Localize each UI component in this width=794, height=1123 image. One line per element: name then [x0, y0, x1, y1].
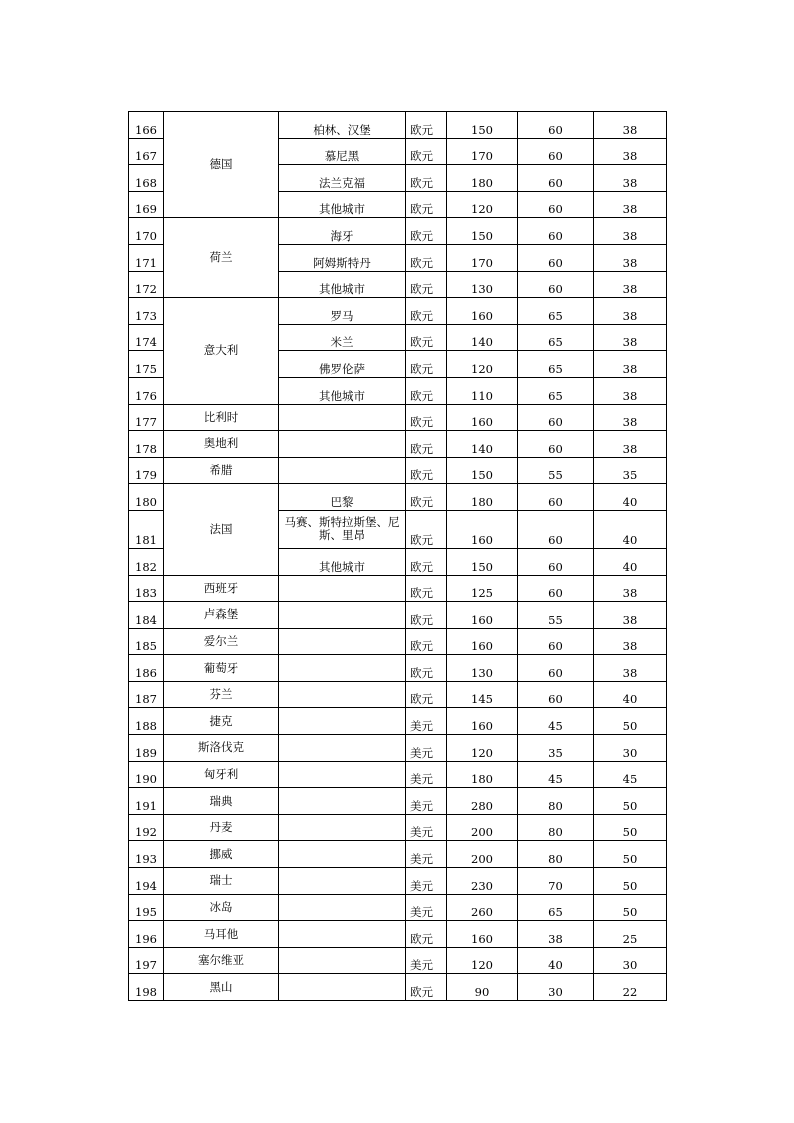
table-row [129, 628, 667, 655]
amount-cell: 38 [594, 655, 667, 682]
city-cell [279, 814, 406, 841]
table-row [129, 602, 667, 629]
amount-cell: 38 [594, 575, 667, 602]
table-row [129, 894, 667, 921]
city-cell [279, 708, 406, 735]
currency-cell: 欧元 [406, 484, 447, 511]
table-row [129, 841, 667, 868]
city-cell [279, 431, 406, 458]
currency-cell: 欧元 [406, 974, 447, 1001]
row-number: 171 [129, 244, 164, 271]
amount-cell: 38 [594, 298, 667, 325]
city-cell: 海牙 [279, 218, 406, 245]
amount-cell: 40 [594, 548, 667, 575]
amount-cell: 180 [447, 165, 518, 192]
amount-cell: 130 [447, 655, 518, 682]
country-cell: 斯洛伐克 [164, 735, 279, 762]
city-cell [279, 681, 406, 708]
city-cell [279, 628, 406, 655]
table-row [129, 112, 667, 139]
amount-cell: 125 [447, 575, 518, 602]
table-row [129, 974, 667, 1001]
currency-cell: 美元 [406, 841, 447, 868]
table-row [129, 735, 667, 762]
rate-table-body [129, 112, 667, 1001]
amount-cell: 38 [594, 165, 667, 192]
amount-cell: 160 [447, 628, 518, 655]
amount-cell: 200 [447, 841, 518, 868]
amount-cell: 110 [447, 377, 518, 404]
currency-cell: 欧元 [406, 218, 447, 245]
row-number: 185 [129, 628, 164, 655]
row-number: 186 [129, 655, 164, 682]
city-cell [279, 761, 406, 788]
city-cell: 法兰克福 [279, 165, 406, 192]
table-row [129, 921, 667, 948]
amount-cell: 45 [518, 708, 594, 735]
currency-cell: 欧元 [406, 457, 447, 484]
row-number: 189 [129, 735, 164, 762]
row-number: 168 [129, 165, 164, 192]
row-number: 198 [129, 974, 164, 1001]
amount-cell: 60 [518, 575, 594, 602]
amount-cell: 60 [518, 484, 594, 511]
amount-cell: 25 [594, 921, 667, 948]
currency-cell: 欧元 [406, 921, 447, 948]
amount-cell: 40 [518, 947, 594, 974]
amount-cell: 38 [594, 112, 667, 139]
city-cell [279, 735, 406, 762]
row-number: 166 [129, 112, 164, 139]
currency-cell: 欧元 [406, 324, 447, 351]
amount-cell: 35 [518, 735, 594, 762]
amount-cell: 38 [594, 138, 667, 165]
city-cell: 其他城市 [279, 377, 406, 404]
amount-cell: 30 [594, 735, 667, 762]
table-row [129, 431, 667, 458]
table-row [129, 484, 667, 511]
row-number: 184 [129, 602, 164, 629]
table-row [129, 947, 667, 974]
currency-cell: 美元 [406, 708, 447, 735]
amount-cell: 150 [447, 112, 518, 139]
amount-cell: 38 [594, 628, 667, 655]
table-row [129, 457, 667, 484]
amount-cell: 170 [447, 244, 518, 271]
amount-cell: 70 [518, 868, 594, 895]
amount-cell: 45 [594, 761, 667, 788]
table-row [129, 761, 667, 788]
country-cell: 西班牙 [164, 575, 279, 602]
country-cell: 冰岛 [164, 894, 279, 921]
amount-cell: 38 [594, 602, 667, 629]
country-cell: 卢森堡 [164, 602, 279, 629]
country-cell: 捷克 [164, 708, 279, 735]
row-number: 194 [129, 868, 164, 895]
city-cell: 阿姆斯特丹 [279, 244, 406, 271]
amount-cell: 60 [518, 655, 594, 682]
city-cell: 米兰 [279, 324, 406, 351]
city-cell [279, 841, 406, 868]
currency-cell: 欧元 [406, 681, 447, 708]
row-number: 183 [129, 575, 164, 602]
amount-cell: 38 [594, 191, 667, 218]
amount-cell: 160 [447, 921, 518, 948]
amount-cell: 130 [447, 271, 518, 298]
amount-cell: 38 [594, 244, 667, 271]
amount-cell: 150 [447, 548, 518, 575]
country-cell: 瑞士 [164, 868, 279, 895]
amount-cell: 160 [447, 708, 518, 735]
amount-cell: 60 [518, 510, 594, 548]
currency-cell: 欧元 [406, 510, 447, 548]
currency-cell: 欧元 [406, 271, 447, 298]
amount-cell: 80 [518, 814, 594, 841]
row-number: 196 [129, 921, 164, 948]
currency-cell: 美元 [406, 814, 447, 841]
amount-cell: 40 [594, 681, 667, 708]
currency-cell: 欧元 [406, 655, 447, 682]
row-number: 177 [129, 404, 164, 431]
amount-cell: 120 [447, 191, 518, 218]
amount-cell: 160 [447, 404, 518, 431]
row-number: 187 [129, 681, 164, 708]
amount-cell: 55 [518, 602, 594, 629]
currency-cell: 美元 [406, 761, 447, 788]
currency-cell: 美元 [406, 788, 447, 815]
row-number: 180 [129, 484, 164, 511]
amount-cell: 60 [518, 138, 594, 165]
amount-cell: 60 [518, 244, 594, 271]
amount-cell: 40 [594, 484, 667, 511]
amount-cell: 230 [447, 868, 518, 895]
country-cell: 爱尔兰 [164, 628, 279, 655]
currency-cell: 欧元 [406, 575, 447, 602]
amount-cell: 38 [594, 218, 667, 245]
row-number: 167 [129, 138, 164, 165]
currency-cell: 美元 [406, 735, 447, 762]
amount-cell: 120 [447, 351, 518, 378]
row-number: 188 [129, 708, 164, 735]
amount-cell: 60 [518, 191, 594, 218]
currency-cell: 欧元 [406, 112, 447, 139]
amount-cell: 38 [518, 921, 594, 948]
city-cell: 马赛、斯特拉斯堡、尼斯、里昂 [279, 510, 406, 548]
country-cell: 希腊 [164, 457, 279, 484]
amount-cell: 180 [447, 761, 518, 788]
row-number: 197 [129, 947, 164, 974]
row-number: 181 [129, 510, 164, 548]
row-number: 191 [129, 788, 164, 815]
amount-cell: 65 [518, 351, 594, 378]
row-number: 195 [129, 894, 164, 921]
table-row [129, 404, 667, 431]
amount-cell: 65 [518, 377, 594, 404]
table-row [129, 814, 667, 841]
city-cell: 慕尼黑 [279, 138, 406, 165]
amount-cell: 55 [518, 457, 594, 484]
amount-cell: 150 [447, 457, 518, 484]
amount-cell: 35 [594, 457, 667, 484]
city-cell [279, 655, 406, 682]
amount-cell: 170 [447, 138, 518, 165]
city-cell: 其他城市 [279, 191, 406, 218]
country-cell: 匈牙利 [164, 761, 279, 788]
country-cell: 丹麦 [164, 814, 279, 841]
row-number: 178 [129, 431, 164, 458]
amount-cell: 60 [518, 218, 594, 245]
amount-cell: 50 [594, 894, 667, 921]
currency-cell: 欧元 [406, 165, 447, 192]
city-cell: 佛罗伦萨 [279, 351, 406, 378]
amount-cell: 38 [594, 351, 667, 378]
rate-table [128, 111, 667, 1001]
amount-cell: 60 [518, 548, 594, 575]
amount-cell: 160 [447, 298, 518, 325]
city-cell [279, 457, 406, 484]
amount-cell: 160 [447, 510, 518, 548]
amount-cell: 60 [518, 165, 594, 192]
amount-cell: 60 [518, 431, 594, 458]
currency-cell: 欧元 [406, 548, 447, 575]
country-cell: 挪威 [164, 841, 279, 868]
currency-cell: 欧元 [406, 602, 447, 629]
amount-cell: 200 [447, 814, 518, 841]
city-cell: 罗马 [279, 298, 406, 325]
country-cell: 塞尔维亚 [164, 947, 279, 974]
country-cell: 芬兰 [164, 681, 279, 708]
table-row [129, 655, 667, 682]
amount-cell: 50 [594, 868, 667, 895]
amount-cell: 145 [447, 681, 518, 708]
currency-cell: 美元 [406, 894, 447, 921]
row-number: 179 [129, 457, 164, 484]
amount-cell: 120 [447, 735, 518, 762]
table-row [129, 575, 667, 602]
city-cell: 其他城市 [279, 271, 406, 298]
amount-cell: 160 [447, 602, 518, 629]
amount-cell: 140 [447, 431, 518, 458]
table-row [129, 788, 667, 815]
city-cell [279, 788, 406, 815]
country-cell: 黑山 [164, 974, 279, 1001]
amount-cell: 50 [594, 708, 667, 735]
row-number: 169 [129, 191, 164, 218]
table-row [129, 218, 667, 245]
city-cell [279, 974, 406, 1001]
amount-cell: 45 [518, 761, 594, 788]
amount-cell: 280 [447, 788, 518, 815]
country-cell: 法国 [164, 484, 279, 575]
currency-cell: 欧元 [406, 404, 447, 431]
city-cell [279, 575, 406, 602]
city-cell: 其他城市 [279, 548, 406, 575]
currency-cell: 美元 [406, 868, 447, 895]
amount-cell: 120 [447, 947, 518, 974]
currency-cell: 欧元 [406, 191, 447, 218]
amount-cell: 90 [447, 974, 518, 1001]
currency-cell: 欧元 [406, 431, 447, 458]
row-number: 175 [129, 351, 164, 378]
row-number: 170 [129, 218, 164, 245]
currency-cell: 美元 [406, 947, 447, 974]
currency-cell: 欧元 [406, 351, 447, 378]
country-cell: 瑞典 [164, 788, 279, 815]
row-number: 174 [129, 324, 164, 351]
currency-cell: 欧元 [406, 377, 447, 404]
table-row [129, 868, 667, 895]
country-cell: 葡萄牙 [164, 655, 279, 682]
row-number: 193 [129, 841, 164, 868]
amount-cell: 50 [594, 788, 667, 815]
amount-cell: 38 [594, 271, 667, 298]
row-number: 173 [129, 298, 164, 325]
amount-cell: 65 [518, 298, 594, 325]
amount-cell: 38 [594, 431, 667, 458]
amount-cell: 30 [518, 974, 594, 1001]
amount-cell: 80 [518, 841, 594, 868]
currency-cell: 欧元 [406, 138, 447, 165]
country-cell: 意大利 [164, 298, 279, 404]
row-number: 192 [129, 814, 164, 841]
amount-cell: 80 [518, 788, 594, 815]
row-number: 176 [129, 377, 164, 404]
amount-cell: 38 [594, 377, 667, 404]
country-cell: 德国 [164, 112, 279, 218]
city-cell [279, 868, 406, 895]
table-row [129, 708, 667, 735]
amount-cell: 30 [594, 947, 667, 974]
currency-cell: 欧元 [406, 628, 447, 655]
city-cell: 巴黎 [279, 484, 406, 511]
city-cell [279, 602, 406, 629]
amount-cell: 60 [518, 628, 594, 655]
country-cell: 荷兰 [164, 218, 279, 298]
city-cell [279, 894, 406, 921]
amount-cell: 40 [594, 510, 667, 548]
amount-cell: 140 [447, 324, 518, 351]
amount-cell: 50 [594, 814, 667, 841]
amount-cell: 65 [518, 894, 594, 921]
amount-cell: 60 [518, 681, 594, 708]
city-cell [279, 404, 406, 431]
amount-cell: 60 [518, 112, 594, 139]
country-cell: 比利时 [164, 404, 279, 431]
country-cell: 马耳他 [164, 921, 279, 948]
row-number: 182 [129, 548, 164, 575]
amount-cell: 60 [518, 271, 594, 298]
amount-cell: 38 [594, 324, 667, 351]
city-cell: 柏林、汉堡 [279, 112, 406, 139]
amount-cell: 65 [518, 324, 594, 351]
amount-cell: 22 [594, 974, 667, 1001]
amount-cell: 180 [447, 484, 518, 511]
amount-cell: 60 [518, 404, 594, 431]
country-cell: 奥地利 [164, 431, 279, 458]
row-number: 190 [129, 761, 164, 788]
amount-cell: 38 [594, 404, 667, 431]
currency-cell: 欧元 [406, 244, 447, 271]
currency-cell: 欧元 [406, 298, 447, 325]
city-cell [279, 947, 406, 974]
amount-cell: 260 [447, 894, 518, 921]
table-row [129, 298, 667, 325]
amount-cell: 50 [594, 841, 667, 868]
city-cell [279, 921, 406, 948]
row-number: 172 [129, 271, 164, 298]
amount-cell: 150 [447, 218, 518, 245]
table-row [129, 681, 667, 708]
